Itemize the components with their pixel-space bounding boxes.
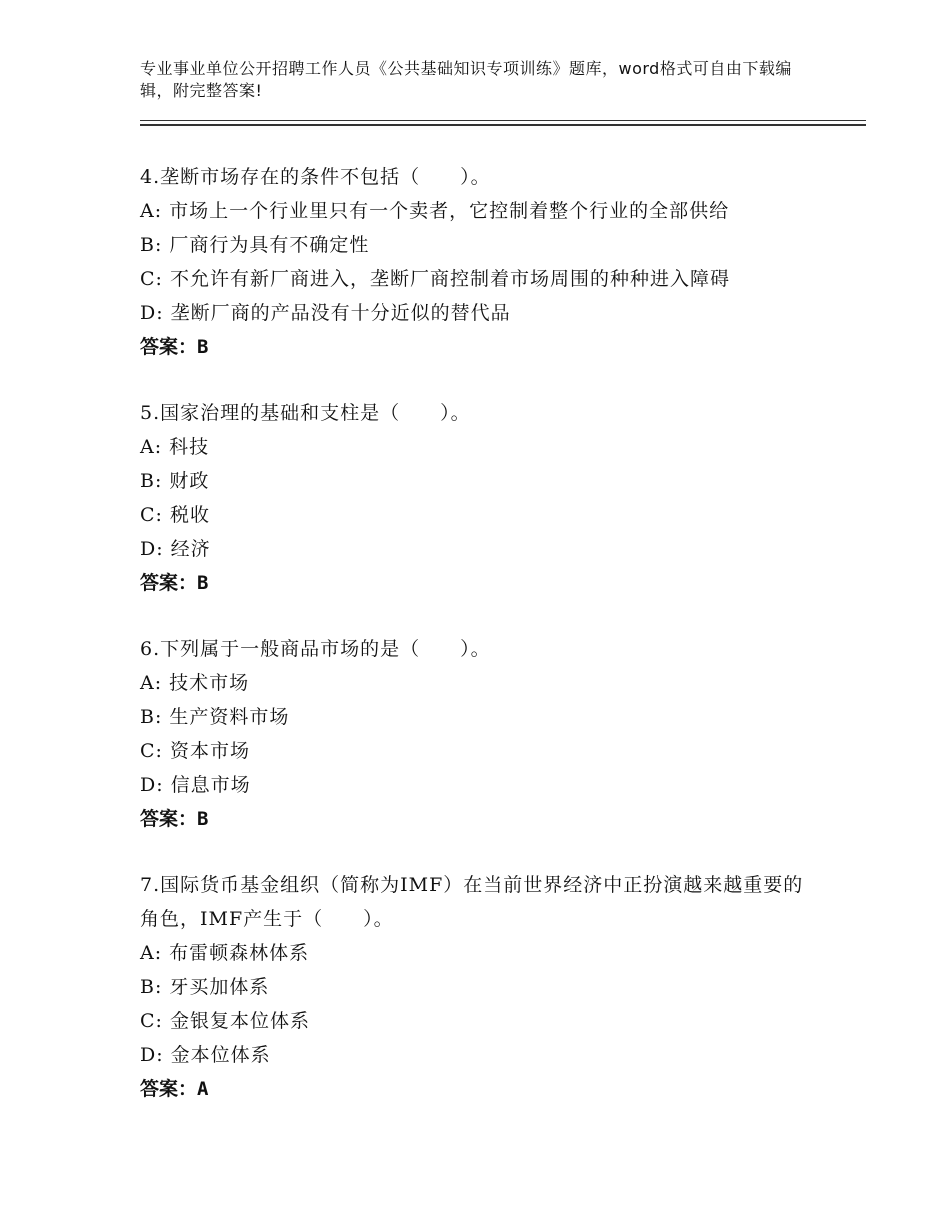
- option-d: D: 经济: [140, 538, 211, 560]
- option-d: D: 信息市场: [140, 774, 251, 796]
- option-a: A: 科技: [140, 436, 210, 458]
- question-6: [140, 632, 820, 836]
- option-b: B: 财政: [140, 470, 210, 492]
- answer-label: 答案：: [140, 808, 198, 830]
- answer-line: [140, 1072, 820, 1106]
- option-d: D: 金本位体系: [140, 1044, 271, 1066]
- answer-value: A: [197, 1078, 209, 1100]
- answer-value: B: [197, 572, 209, 594]
- document-header: 专业事业单位公开招聘工作人员《公共基础知识专项训练》题库，word格式可自由下载编辑，附完整答案!: [140, 59, 792, 100]
- answer-line: [140, 566, 820, 600]
- answer-line: [140, 802, 820, 836]
- option-c: C: 资本市场: [140, 740, 250, 762]
- header-divider: [140, 120, 866, 126]
- option-b: B: 牙买加体系: [140, 976, 270, 998]
- question-list: [140, 160, 820, 1138]
- option-a: A: 技术市场: [140, 672, 250, 694]
- question-stem: 4.垄断市场存在的条件不包括（ ）。: [140, 166, 491, 188]
- answer-line: [140, 330, 820, 364]
- question-stem: 6.下列属于一般商品市场的是（ ）。: [140, 638, 491, 660]
- option-a: A: 布雷顿森林体系: [140, 942, 310, 964]
- answer-label: 答案：: [140, 336, 198, 358]
- option-c: C: 不允许有新厂商进入，垄断厂商控制着市场周围的种种进入障碍: [140, 268, 730, 290]
- option-b: B: 生产资料市场: [140, 706, 290, 728]
- option-b: B: 厂商行为具有不确定性: [140, 234, 370, 256]
- answer-value: B: [197, 336, 209, 358]
- question-5: [140, 396, 820, 600]
- answer-value: B: [197, 808, 209, 830]
- question-7: [140, 868, 820, 1106]
- question-stem: 7.国际货币基金组织（简称为IMF）在当前世界经济中正扮演越来越重要的角色，IMF产生于（ ）。: [140, 874, 804, 930]
- option-d: D: 垄断厂商的产品没有十分近似的替代品: [140, 302, 511, 324]
- question-4: [140, 160, 820, 364]
- answer-label: 答案：: [140, 572, 198, 594]
- answer-label: 答案：: [140, 1078, 198, 1100]
- option-c: C: 税收: [140, 504, 210, 526]
- question-stem: 5.国家治理的基础和支柱是（ ）。: [140, 402, 471, 424]
- option-c: C: 金银复本位体系: [140, 1010, 310, 1032]
- option-a: A: 市场上一个行业里只有一个卖者，它控制着整个行业的全部供给: [140, 200, 730, 222]
